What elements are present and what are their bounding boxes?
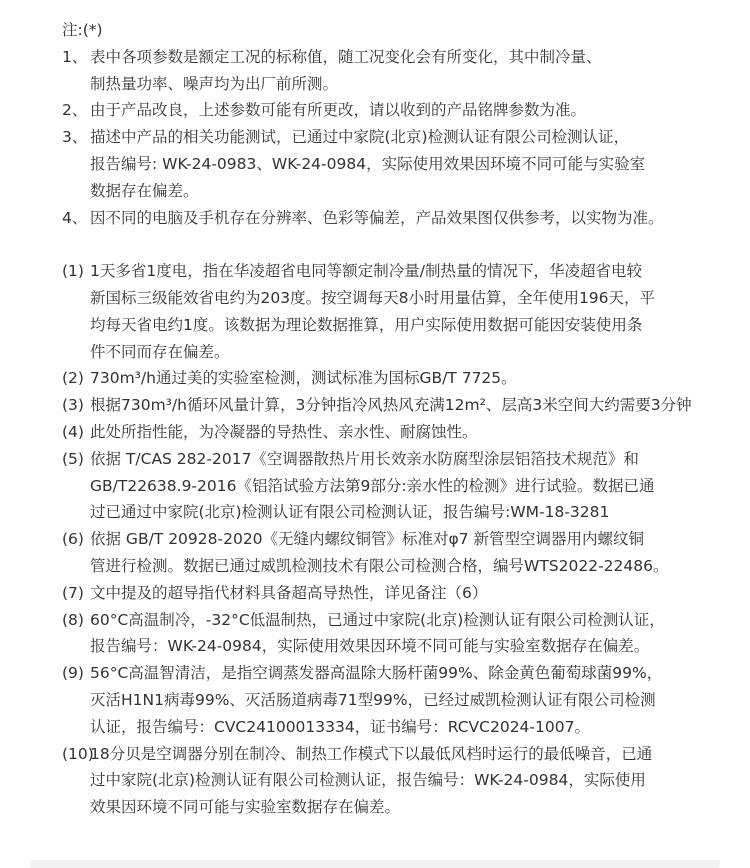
item-number: (5) [62, 449, 84, 468]
item-number: 2、 [62, 101, 88, 120]
item-number: (2) [62, 369, 84, 388]
notes-document [62, 17, 750, 821]
item-text: 制热量功率、噪声均为出厂前所测。 [90, 74, 339, 93]
text-line [62, 71, 750, 98]
item-number: (6) [62, 530, 84, 549]
item-text: 数据存在偏差。 [90, 181, 199, 200]
notes-list [62, 44, 750, 232]
footnote-item [62, 258, 750, 365]
item-text: 依据 GB/T 20928-2020《无缝内螺纹铜管》标准对φ7 新管型空调器用内螺纹铜 [90, 530, 645, 549]
text-line [62, 339, 750, 366]
item-text: 1天多省1度电，指在华凌超省电同等额定制冷量/制热量的情况下，华凌超省电较 [90, 262, 642, 281]
section-gap [62, 231, 750, 258]
text-line [62, 446, 750, 473]
text-line [62, 741, 750, 768]
note-item [62, 97, 750, 124]
note-item [62, 205, 750, 232]
item-text: 根据730m³/h循环风量计算，3分钟指冷风热风充满12m²、层高3米空间大约需要3分钟 [90, 396, 692, 415]
text-line [62, 419, 750, 446]
item-number: 4、 [62, 208, 88, 227]
text-line [62, 473, 750, 500]
footnote-item [62, 580, 750, 607]
footnote-item [62, 392, 750, 419]
text-line [62, 499, 750, 526]
item-number: (9) [62, 664, 84, 683]
item-text: 由于产品改良，上述参数可能有所更改，请以收到的产品铭牌参数为准。 [90, 101, 587, 120]
text-line [62, 97, 750, 124]
footnote-item [62, 741, 750, 821]
item-text: 报告编号: WK-24-0983、WK-24-0984，实际使用效果因环境不同可能与实验室 [90, 154, 646, 173]
item-text: 56°C高温智清洁，是指空调蒸发器高温除大肠杆菌99%、除金黄色葡萄球菌99%， [90, 664, 663, 683]
item-text: 均每天省电约1度。该数据为理论数据推算，用户实际使用数据可能因安装使用条 [90, 315, 643, 334]
footnote-item [62, 446, 750, 526]
item-number: 1、 [62, 47, 88, 66]
item-number: (8) [62, 610, 84, 629]
item-number: 3、 [62, 128, 88, 147]
footnote-item [62, 607, 750, 661]
item-text: 依据 T/CAS 282-2017《空调器散热片用长效亲水防腐型涂层铝箔技术规范》和 [90, 449, 639, 468]
footnote-item [62, 660, 750, 740]
footnote-item [62, 365, 750, 392]
text-line [62, 205, 750, 232]
text-line [62, 553, 750, 580]
note-item [62, 44, 750, 98]
item-text: 60°C高温制冷，-32°C低温制热，已通过中家院(北京)检测认证有限公司检测认证， [90, 610, 665, 629]
text-line [62, 392, 750, 419]
item-text: 认证，报告编号：CVC24100013334，证书编号：RCVC2024-1007。 [90, 717, 590, 736]
item-text: 因不同的电脑及手机存在分辨率、色彩等偏差，产品效果图仅供参考，以实物为准。 [90, 208, 664, 227]
item-text: 过中家院(北京)检测认证有限公司检测认证，报告编号：WK-24-0984，实际使用 [90, 771, 646, 790]
notes-heading: 注:(*) [62, 21, 103, 39]
text-line [62, 767, 750, 794]
item-number: (1) [62, 262, 84, 281]
item-text: 文中提及的超导指代材料具备超高导热性，详见备注（6） [90, 583, 488, 602]
text-line [62, 365, 750, 392]
item-text: 管进行检测。数据已通过威凯检测技术有限公司检测合格，编号WTS2022-22486。 [90, 556, 669, 575]
note-item [62, 124, 750, 204]
text-line [62, 794, 750, 821]
item-text: 效果因环境不同可能与实验室数据存在偏差。 [90, 798, 401, 817]
item-text: 此处所指性能，为冷凝器的导热性、亲水性、耐腐蚀性。 [90, 422, 478, 441]
item-text: 件不同而存在偏差。 [90, 342, 230, 361]
footnote-item [62, 419, 750, 446]
bottom-divider [30, 860, 720, 868]
text-line [62, 312, 750, 339]
text-line [62, 714, 750, 741]
footnote-item [62, 526, 750, 580]
item-text: 730m³/h通过美的实验室检测，测试标准为国标GB/T 7725。 [90, 369, 517, 388]
item-text: 描述中产品的相关功能测试，已通过中家院(北京)检测认证有限公司检测认证， [90, 128, 630, 147]
text-line [62, 124, 750, 151]
text-line [62, 44, 750, 71]
item-number: (7) [62, 583, 84, 602]
item-text: 新国标三级能效省电约为203度。按空调每天8小时用量估算，全年使用196天，平 [90, 288, 656, 307]
text-line [62, 285, 750, 312]
text-line [62, 178, 750, 205]
text-line [62, 151, 750, 178]
item-text: 过已通过中家院(北京)检测认证有限公司检测认证，报告编号:WM-18-3281 [90, 503, 610, 522]
item-text: 报告编号：WK-24-0984，实际使用效果因环境不同可能与实验室数据存在偏差。 [90, 637, 650, 656]
footnotes-list [62, 258, 750, 821]
text-line [62, 580, 750, 607]
text-line [62, 607, 750, 634]
item-number: (10) [62, 744, 94, 763]
item-number: (4) [62, 422, 84, 441]
text-line [62, 633, 750, 660]
item-text: 18分贝是空调器分别在制冷、制热工作模式下以最低风档时运行的最低噪音，已通 [90, 744, 653, 763]
item-text: 灭活H1N1病毒99%、灭活肠道病毒71型99%，已经过威凯检测认证有限公司检测 [90, 690, 656, 709]
text-line [62, 258, 750, 285]
item-text: 表中各项参数是额定工况的标称值，随工况变化会有所变化，其中制冷量、 [90, 47, 602, 66]
item-text: GB/T22638.9-2016《铝箔试验方法第9部分:亲水性的检测》进行试验。数据已通 [90, 476, 655, 495]
text-line [62, 526, 750, 553]
item-number: (3) [62, 396, 84, 415]
text-line [62, 660, 750, 687]
text-line [62, 687, 750, 714]
